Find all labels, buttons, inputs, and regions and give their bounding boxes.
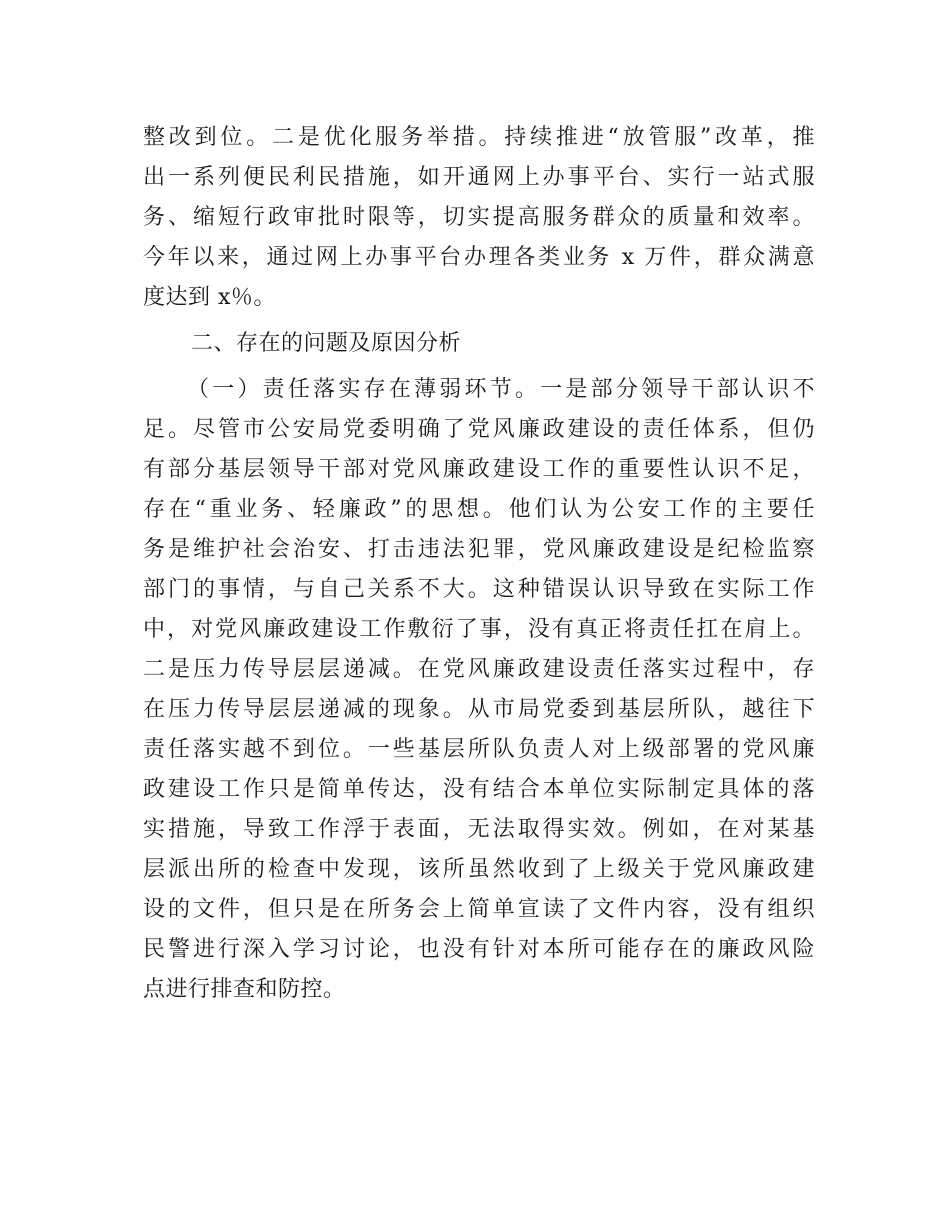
text-line: 民警进行深入学习讨论，也没有针对本所可能存在的廉政风险	[143, 937, 815, 962]
paragraph-responsibility	[143, 370, 815, 1010]
text-line: 足。尽管市公安局党委明确了党风廉政建设的责任体系，但仍	[143, 417, 815, 442]
text-line: 实措施，导致工作浮于表面，无法取得实效。例如，在对某基	[143, 817, 815, 842]
text-line: 点进行排查和防控。	[143, 977, 346, 1002]
text-line: 务是维护社会治安、打击违法犯罪，党风廉政建设是纪检监察	[143, 537, 815, 562]
text-line: 出一系列便民利民措施，如开通网上办事平台、实行一站式服	[143, 165, 815, 190]
text-line: 在压力传导层层递减的现象。从市局党委到基层所队，越往下	[143, 697, 815, 722]
text-line: 层派出所的检查中发现，该所虽然收到了上级关于党风廉政建	[143, 857, 815, 882]
text-line: 设的文件，但只是在所务会上简单宣读了文件内容，没有组织	[143, 897, 815, 922]
text-line: 部门的事情，与自己关系不大。这种错误认识导致在实际工作	[143, 577, 815, 602]
document-body	[143, 118, 815, 1010]
paragraph-service-measures	[143, 118, 815, 318]
text-line: 中，对党风廉政建设工作敷衍了事，没有真正将责任扛在肩上。	[143, 617, 815, 642]
text-line: （一）责任落实存在薄弱环节。一是部分领导干部认识不	[187, 377, 815, 402]
text-line: 二是压力传导层层递减。在党风廉政建设责任落实过程中，存	[143, 657, 815, 682]
text-line: 责任落实越不到位。一些基层所队负责人对上级部署的党风廉	[143, 737, 815, 762]
section-heading: 二、存在的问题及原因分析	[191, 331, 462, 356]
text-line: 政建设工作只是简单传达，没有结合本单位实际制定具体的落	[143, 777, 815, 802]
text-line: 整改到位。二是优化服务举措。持续推进“放管服”改革，推	[143, 125, 815, 150]
text-line: 务、缩短行政审批时限等，切实提高服务群众的质量和效率。	[143, 205, 815, 230]
text-line: 度达到 x％。	[143, 285, 276, 310]
text-line: 今年以来，通过网上办事平台办理各类业务 x 万件，群众满意	[143, 245, 815, 270]
text-line: 存在“重业务、轻廉政”的思想。他们认为公安工作的主要任	[143, 497, 815, 522]
text-line: 有部分基层领导干部对党风廉政建设工作的重要性认识不足，	[143, 457, 815, 482]
